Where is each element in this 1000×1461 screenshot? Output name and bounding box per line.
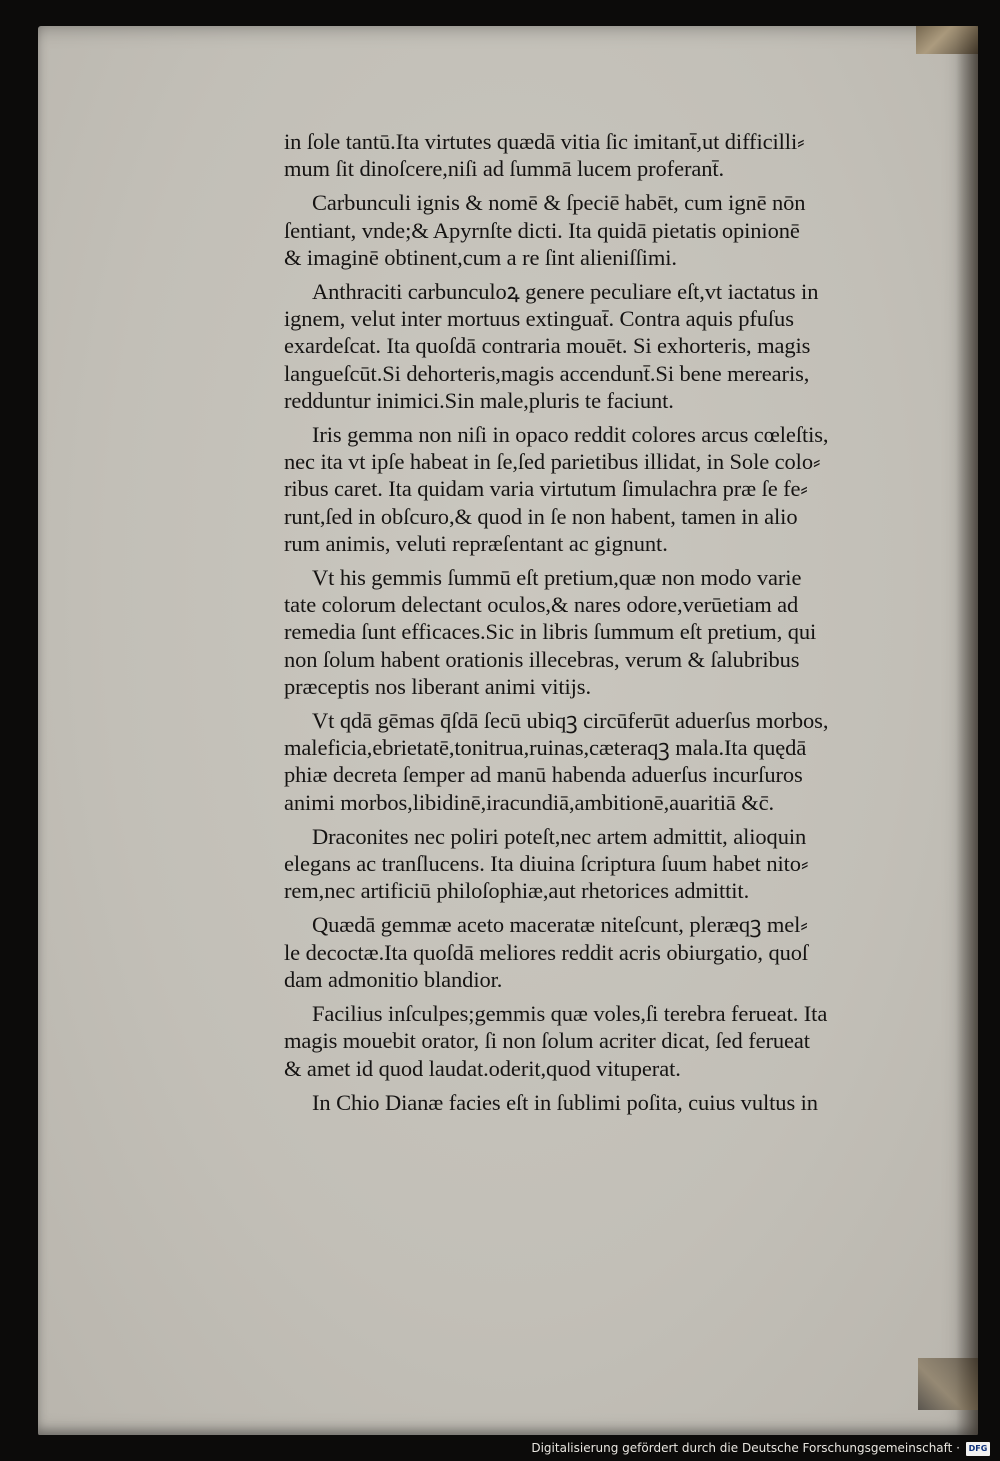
- text-line: dam admonitio blandior.: [284, 966, 503, 992]
- text-line: Vt his gemmis ſummū eſt pretium,quæ non modo varie: [312, 565, 802, 591]
- text-line: mum ſit dinoſcere,niſi ad ſummā lucem proferant̄.: [284, 156, 725, 182]
- text-line: Draconites nec poliri poteſt,nec artem admittit, alioquin: [312, 823, 807, 849]
- text-line: rem,nec artificiū philoſophiæ,aut rhetorices admittit.: [284, 878, 750, 904]
- text-line: ſentiant, vnde;& Apyrnſte dicti. Ita quidā pietatis opinionē: [284, 217, 800, 243]
- paragraph: [284, 564, 936, 700]
- text-line: langueſcūt.Si dehorteris,magis accendunt̄.Si bene merearis,: [284, 360, 810, 386]
- text-line: & imaginē obtinent,cum a re ſint alieniſſimi.: [284, 244, 677, 270]
- text-line: & amet id quod laudat.oderit,quod vituperat.: [284, 1055, 681, 1081]
- text-line: remedia ſunt efficaces.Sic in libris ſummum eſt pretium, qui: [284, 619, 817, 645]
- text-line: tate colorum delectant oculos,& nares odore,verūetiam ad: [284, 592, 799, 618]
- text-line: maleficia,ebrietatē,tonitrua,ruinas,cæteraqꝫ mala.Ita quędā: [284, 735, 807, 761]
- text-line: exardeſcat. Ita quoſdā contraria mouēt. Si exhorteris, magis: [284, 333, 811, 359]
- torn-corner-bottom: [918, 1358, 978, 1410]
- paragraph: [284, 911, 936, 993]
- paragraph: [284, 707, 936, 816]
- text-line: phiæ decreta ſemper ad manū habenda aduerſus incurſuros: [284, 762, 803, 788]
- dfg-logo: DFG: [966, 1442, 990, 1456]
- funding-credit: Digitalisierung gefördert durch die Deutsche Forschungsgemeinschaft ·: [531, 1441, 960, 1455]
- paragraph: [284, 823, 936, 905]
- text-line: redduntur inimici.Sin male,pluris te faciunt.: [284, 387, 674, 413]
- text-line: Vt qdā gēmas q̄ſdā ſecū ubiqꝫ circūferūt aduerſus morbos,: [312, 708, 829, 734]
- text-line: in ſole tantū.Ita virtutes quædā vitia ſic imitant̄,ut difficilli⸗: [284, 129, 805, 154]
- text-line: Quædā gemmæ aceto maceratæ niteſcunt, pleræqꝫ mel⸗: [312, 912, 808, 938]
- paragraph: [284, 128, 936, 182]
- paragraph: [284, 189, 936, 271]
- footer-bar: [0, 1435, 1000, 1461]
- text-line: nec ita vt ipſe habeat in ſe,ſed parietibus illidat, in Sole colo⸗: [284, 449, 821, 475]
- paragraph: [284, 421, 936, 557]
- paragraph: [284, 278, 936, 414]
- text-line: Carbunculi ignis & nomē & ſpeciē habēt, cum ignē nōn: [312, 190, 806, 216]
- text-line: In Chio Dianæ facies eſt in ſublimi poſita, cuius vultus in: [312, 1089, 818, 1115]
- torn-corner-top: [916, 26, 978, 54]
- text-line: ribus caret. Ita quidam varia virtutum ſimulachra præ ſe fe⸗: [284, 476, 808, 502]
- text-line: non ſolum habent orationis illecebras, verum & ſalubribus: [284, 646, 800, 672]
- paragraph: [284, 1089, 936, 1116]
- text-line: runt,ſed in obſcuro,& quod in ſe non habent, tamen in alio: [284, 503, 798, 529]
- paragraph: [284, 1000, 936, 1082]
- text-line: animi morbos,libidinē,iracundiā,ambitionē,auaritiā &c̄.: [284, 789, 775, 815]
- text-line: le decoctæ.Ita quoſdā meliores reddit acris obiurgatio, quoſ: [284, 939, 809, 965]
- text-line: magis mouebit orator, ſi non ſolum acriter dicat, ſed ferueat: [284, 1028, 810, 1054]
- body-text: [284, 128, 936, 1123]
- text-line: præceptis nos liberant animi vitijs.: [284, 673, 591, 699]
- page-edge-shadow: [956, 26, 978, 1436]
- text-line: rum animis, veluti repræſentant ac gignunt.: [284, 530, 668, 556]
- text-line: ignem, velut inter mortuus extinguat̄. Contra aquis pfuſus: [284, 306, 794, 332]
- text-line: Iris gemma non niſi in opaco reddit colores arcus cœleſtis,: [312, 422, 829, 448]
- text-line: Facilius inſculpes;gemmis quæ voles,ſi terebra ferueat. Ita: [312, 1001, 828, 1027]
- text-line: Anthraciti carbunculoꝝ genere peculiare eſt,vt iactatus in: [312, 279, 819, 305]
- text-line: elegans ac tranſlucens. Ita diuina ſcriptura ſuum habet nito⸗: [284, 851, 809, 877]
